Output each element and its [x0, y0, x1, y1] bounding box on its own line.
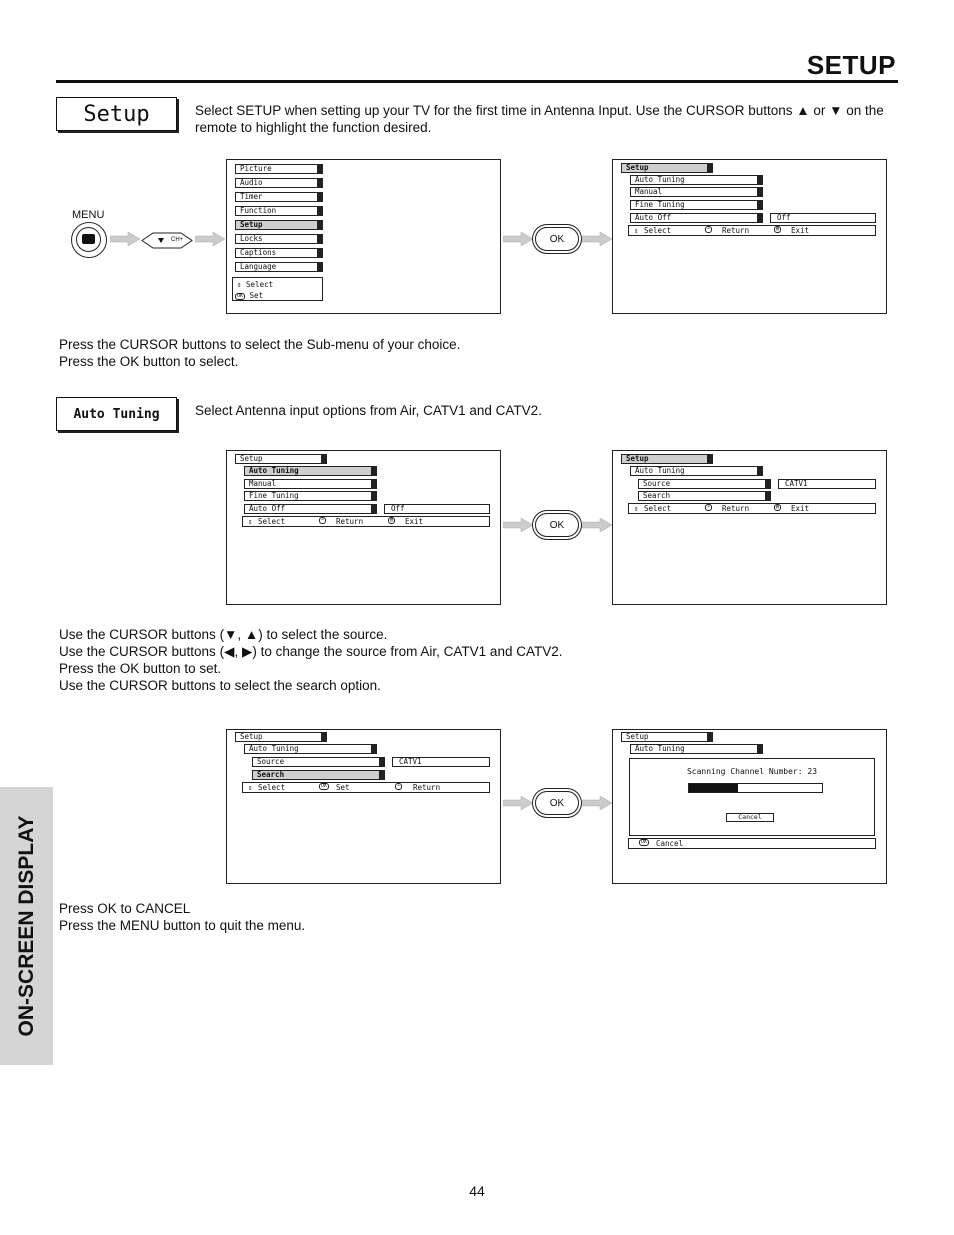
- osd-menu-item: Fine Tuning: [630, 200, 763, 210]
- auto-tuning-note-2: Use the CURSOR buttons (◀, ▶) to change the source from Air, CATV1 and CATV2.: [59, 644, 563, 659]
- osd-menu-item: Fine Tuning: [244, 491, 377, 501]
- auto-tuning-description: Select Antenna input options from Air, CATV1 and CATV2.: [195, 403, 542, 418]
- setup-label-box: [56, 97, 177, 131]
- osd-value: Off: [384, 504, 490, 514]
- final-note-1: Press OK to CANCEL: [59, 901, 191, 916]
- updown-icon: ⇕: [634, 504, 639, 513]
- osd-menu-item: Manual: [244, 479, 377, 489]
- ok-symbol-icon: OK: [321, 783, 328, 789]
- return-icon: ↶: [321, 517, 325, 523]
- osd-menu-item: Auto Off: [630, 213, 763, 223]
- arrow-right-icon: [582, 796, 612, 810]
- return-icon: ↶: [707, 226, 711, 232]
- page-number: 44: [469, 1183, 485, 1199]
- ok-button-icon: OK: [535, 227, 579, 251]
- osd-hint-cancel: Cancel: [656, 839, 684, 848]
- return-icon: ↶: [397, 783, 401, 789]
- osd-menu-item: Function: [235, 206, 323, 216]
- exit-icon: ▤: [776, 226, 780, 232]
- page-title: SETUP: [806, 50, 896, 80]
- menu-label: MENU: [72, 209, 105, 221]
- auto-tuning-label: Auto Tuning: [73, 406, 160, 422]
- updown-icon: ⇕: [634, 226, 639, 235]
- osd-hint-return: Return: [413, 783, 441, 792]
- osd-hint-select: Select: [258, 517, 286, 526]
- osd-menu-item: Locks: [235, 234, 323, 244]
- cursor-down-button: [141, 232, 193, 249]
- osd-menu-item: Auto Tuning: [630, 175, 763, 185]
- osd-menu-item-selected: Setup: [235, 220, 323, 230]
- osd-value: CATV1: [778, 479, 876, 489]
- osd-hint-box: [232, 277, 323, 301]
- osd-hint-return: Return: [336, 517, 364, 526]
- osd-menu-item: Audio: [235, 178, 323, 188]
- osd-hint-select: Select: [644, 226, 672, 235]
- osd-screen-auto-tuning-source: [612, 450, 887, 605]
- final-note-2: Press the MENU button to quit the menu.: [59, 918, 306, 933]
- arrow-right-icon: [503, 518, 533, 532]
- osd-hint-bar: [242, 516, 490, 527]
- osd-menu-item-selected: Search: [252, 770, 385, 780]
- osd-screen-setup: [612, 159, 887, 314]
- osd-hint-bar: [628, 225, 876, 236]
- auto-tuning-note-3: Press the OK button to set.: [59, 661, 222, 676]
- scan-progress-fill: [689, 784, 738, 792]
- osd-hint-select: Select: [258, 783, 286, 792]
- osd-hint-bar: [242, 782, 490, 793]
- osd-header: Setup: [621, 163, 713, 173]
- ok-symbol-icon: OK: [641, 839, 648, 845]
- osd-hint-exit: Exit: [405, 517, 424, 526]
- osd-hint-set: Set: [249, 291, 264, 300]
- setup-note-2: Press the OK button to select.: [59, 354, 239, 369]
- updown-icon: ⇕: [237, 280, 242, 289]
- arrow-right-icon: [110, 232, 140, 246]
- osd-screen-auto-tuning-select: [226, 450, 501, 605]
- scan-dialog: [629, 758, 875, 836]
- osd-menu-item: Auto Off: [244, 504, 377, 514]
- auto-tuning-note-1: Use the CURSOR buttons (▼, ▲) to select the source.: [59, 627, 388, 642]
- osd-header: Setup: [235, 454, 327, 464]
- arrow-right-icon: [195, 232, 225, 246]
- side-tab-label: ON-SCREEN DISPLAY: [14, 815, 38, 1037]
- osd-menu-item: Auto Tuning: [244, 744, 377, 754]
- osd-menu-item-selected: Auto Tuning: [244, 466, 377, 476]
- osd-menu-item: Auto Tuning: [630, 744, 763, 754]
- osd-menu-item: Picture: [235, 164, 323, 174]
- osd-header: Setup: [621, 454, 713, 464]
- osd-hint-exit: Exit: [791, 226, 810, 235]
- osd-screen-scanning: [612, 729, 887, 884]
- updown-icon: ⇕: [248, 517, 253, 526]
- scan-cancel-button: Cancel: [726, 813, 774, 822]
- return-icon: ↶: [707, 504, 711, 510]
- osd-menu-item: Timer: [235, 192, 323, 202]
- auto-tuning-note-4: Use the CURSOR buttons to select the search option.: [59, 678, 381, 693]
- osd-hint-exit: Exit: [791, 504, 810, 513]
- osd-screen-main-menu: [226, 159, 501, 314]
- updown-icon: ⇕: [248, 783, 253, 792]
- osd-menu-item: Search: [638, 491, 771, 501]
- ok-button-icon: OK: [535, 513, 579, 537]
- auto-tuning-label-box: [56, 397, 177, 431]
- osd-menu-item: Source: [252, 757, 385, 767]
- osd-menu-item: Language: [235, 262, 323, 272]
- menu-button-icon: [71, 222, 107, 258]
- exit-icon: ▤: [390, 517, 394, 523]
- osd-hint-return: Return: [722, 504, 750, 513]
- ch-label: CH+: [171, 237, 184, 243]
- exit-icon: ▤: [776, 504, 780, 510]
- osd-value: Off: [770, 213, 876, 223]
- setup-description: Select SETUP when setting up your TV for the first time in Antenna Input. Use the CURSOR buttons ▲ or ▼ on the remote to highlight the function desired.: [195, 103, 884, 135]
- osd-hint-select: Select: [246, 280, 274, 289]
- osd-menu-item: Source: [638, 479, 771, 489]
- osd-screen-search-select: [226, 729, 501, 884]
- osd-menu-item: Captions: [235, 248, 323, 258]
- ok-button-icon: OK: [535, 791, 579, 815]
- arrow-right-icon: [503, 232, 533, 246]
- side-tab: [0, 787, 53, 1065]
- osd-hint-set: Set: [336, 783, 350, 792]
- arrow-right-icon: [503, 796, 533, 810]
- setup-note-1: Press the CURSOR buttons to select the Sub-menu of your choice.: [59, 337, 461, 352]
- osd-hint-select: Select: [644, 504, 672, 513]
- arrow-right-icon: [582, 232, 612, 246]
- arrow-right-icon: [582, 518, 612, 532]
- osd-hint-bar: [628, 838, 876, 849]
- osd-header: Setup: [235, 732, 327, 742]
- osd-hint-return: Return: [722, 226, 750, 235]
- scan-progress-bar: [688, 783, 823, 793]
- osd-menu-item: Manual: [630, 187, 763, 197]
- ok-symbol-icon: OK: [237, 292, 244, 299]
- setup-label: Setup: [83, 101, 150, 127]
- osd-value: CATV1: [392, 757, 490, 767]
- osd-hint-bar: [628, 503, 876, 514]
- osd-header: Setup: [621, 732, 713, 742]
- osd-menu-item: Auto Tuning: [630, 466, 763, 476]
- scan-status-text: Scanning Channel Number: 23: [686, 767, 818, 776]
- header-rule: [56, 80, 898, 83]
